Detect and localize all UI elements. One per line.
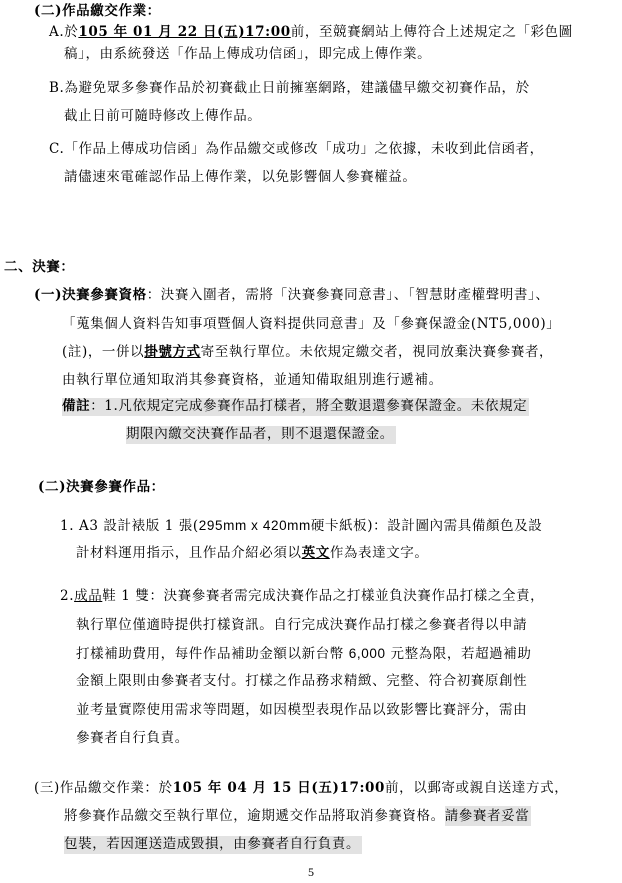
packaging-notice-2: 包裝，若因運送造成毀損，由參賽者自行負責。 <box>64 836 361 852</box>
item-a-post: 前，至競賽網站上傳符合上述規定之「彩色圖 <box>290 24 573 40</box>
board-dimensions: 295mm x 420mm <box>198 518 311 533</box>
deposit-note-label: 備註 <box>62 398 91 414</box>
eligibility-label: (一)決賽參賽資格 <box>34 287 147 303</box>
part-heading-finals: 二、決賽： <box>4 259 75 275</box>
item-b-line-2: 截止日前可隨時修改上傳作品。 <box>64 108 262 124</box>
work-1-pre: A3 設計裱版 1 張( <box>79 518 199 534</box>
eligibility-line-1 <box>34 289 549 303</box>
item-a-line-1 <box>49 26 573 40</box>
eligibility-line-3 <box>62 346 553 360</box>
section-heading-submission: (二)作品繳交作業： <box>34 3 161 19</box>
final-works-heading: (二)決賽參賽作品： <box>38 479 165 495</box>
item-c-marker: C. <box>49 141 65 157</box>
item-b-marker: B. <box>49 80 65 96</box>
work-2-marker: 2. <box>60 588 75 604</box>
item-a-pre: 於 <box>64 24 79 40</box>
item-c-text: 「作品上傳成功信函」為作品繳交或修改「成功」之依據，未收到此信函者， <box>64 141 544 157</box>
final-submission-line-1 <box>34 782 568 796</box>
eligibility-pre: (註)，一併以 <box>62 344 145 360</box>
work-2-line-6: 參賽者自行負責。 <box>76 730 189 746</box>
work-1-line-1 <box>60 519 542 534</box>
finished-product: 成品 <box>74 588 103 604</box>
registered-mail: 掛號方式 <box>144 344 201 360</box>
work-1-post: 硬卡紙板)：設計圖內需具備顏色及設 <box>310 518 543 534</box>
work-2-l1-post: 鞋 1 雙：決賽參賽者需完成決賽作品之打樣並負決賽作品打樣之全責， <box>102 588 545 604</box>
item-b-line-1 <box>49 82 530 96</box>
work-2-line-1 <box>60 590 544 604</box>
packaging-notice-1: 請參賽者妥當 <box>444 808 530 824</box>
deposit-note-line-2: 期限內繳交決賽作品者，則不退還保證金。 <box>126 426 394 442</box>
work-1-l2-post: 作為表達文字。 <box>329 545 429 561</box>
item-a-deadline: 105 年 01 月 22 日(五)17:00 <box>78 24 291 40</box>
english-requirement: 英文 <box>301 545 330 561</box>
work-2-line-5: 並考量實際使用需求等問題，如因模型表現作品以致影響比賽評分，需由 <box>76 702 528 718</box>
item-c-line-1 <box>49 143 544 157</box>
final-submission-line-2 <box>64 810 531 824</box>
item-a-line-2: 稿」，由系統發送「作品上傳成功信函」，即完成上傳作業。 <box>64 46 432 62</box>
final-deadline: 105 年 04 月 15 日(五)17:00 <box>172 780 386 796</box>
work-2-line-3 <box>76 647 532 662</box>
final-submission-post: 前，以郵寄或親自送達方式， <box>385 780 569 796</box>
work-2-l3-post: 元整為限，若超過補助 <box>385 646 532 662</box>
work-1-marker: 1. <box>60 518 75 534</box>
deposit-note-line-1 <box>62 398 529 416</box>
work-1-line-2 <box>76 547 429 561</box>
eligibility-text-1: ：決賽入圍者，需將「決賽參賽同意書」、「智慧財產權聲明書」、 <box>146 287 550 303</box>
work-2-line-2: 執行單位僅適時提供打樣資訊。自行完成決賽作品打樣之參賽者得以申請 <box>76 617 528 633</box>
work-1-l2-pre: 計材料運用指示，且作品介紹必須以 <box>76 545 302 561</box>
work-2-l3-pre: 打樣補助費用，每件作品補助金額以新台幣 <box>76 646 349 662</box>
item-c-line-2: 請儘速來電確認作品上傳作業，以免影響個人參賽權益。 <box>64 169 417 185</box>
work-2-line-4: 金額上限則由參賽者支付。打樣之作品務求精緻、完整、符合初賽原創性 <box>76 673 528 689</box>
deposit-note-text-1: ：1.凡依規定完成參賽作品打樣者，將全數退還參賽保證金。未依規定 <box>90 398 528 414</box>
subsidy-amount: 6,000 <box>348 646 386 661</box>
item-a-marker: A. <box>49 24 65 40</box>
page-number: 5 <box>308 865 314 879</box>
item-b-text: 為避免眾多參賽作品於初賽截止日前擁塞網路，建議儘早繳交初賽作品，於 <box>64 80 530 96</box>
final-submission-l2a: 將參賽作品繳交至執行單位，逾期遞交作品將取消參賽資格。 <box>64 808 445 824</box>
eligibility-line-2: 「蒐集個人資料告知事項暨個人資料提供同意書」及「參賽保證金(NT5,000)」 <box>62 316 561 332</box>
eligibility-line-4: 由執行單位通知取消其參賽資格，並通知備取組別進行遞補。 <box>62 372 443 388</box>
eligibility-post: 寄至執行單位。未依規定繳交者，視同放棄決賽參賽者， <box>200 344 554 360</box>
final-submission-pre: (三)作品繳交作業：於 <box>34 780 173 796</box>
